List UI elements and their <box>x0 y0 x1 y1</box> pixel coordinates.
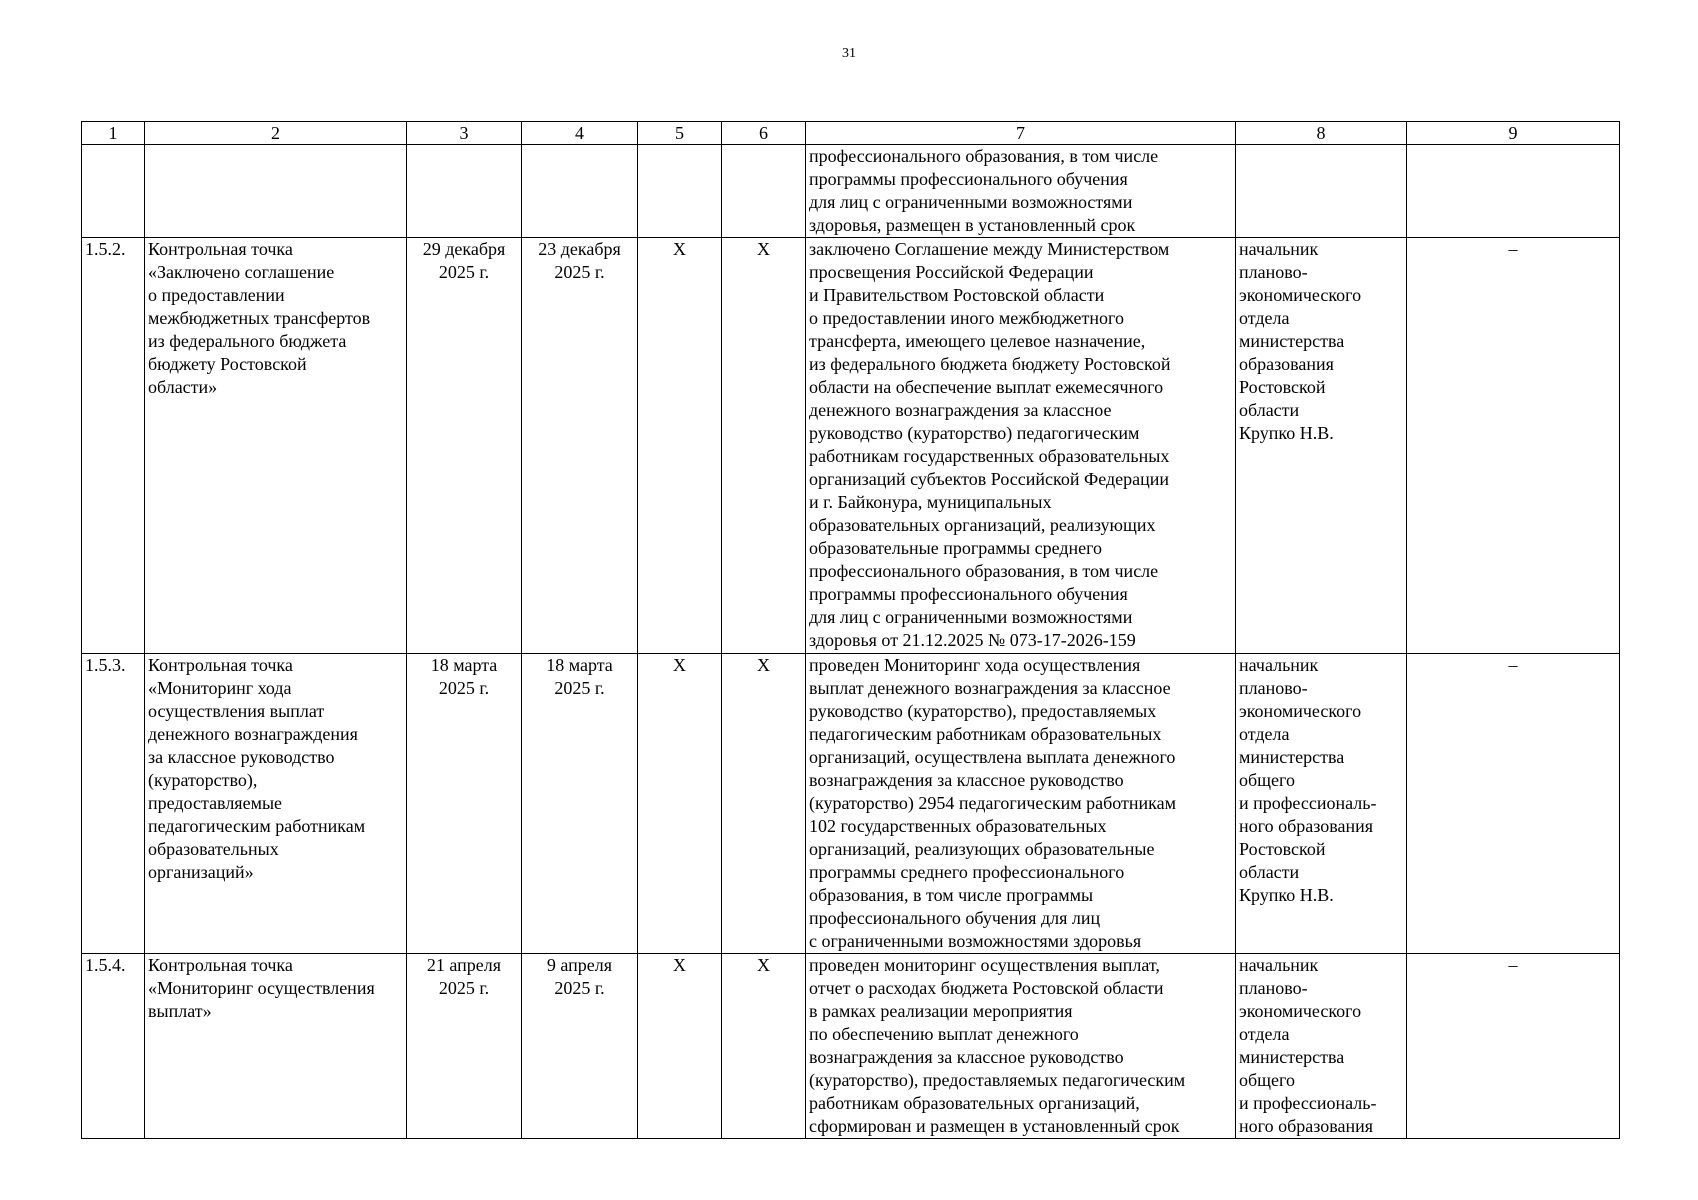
column-5-value: Х <box>638 954 722 1139</box>
table-row-1-5-4 <box>82 954 1620 1139</box>
column-6-value: Х <box>722 954 806 1139</box>
result-description: заключено Соглашение между Министерством просвещения Российской Федерации и Правительством Ростовской области о предоставлении иного межбюджетного трансферта, имеющего целевое назначение, из федерального бюджета бюджету Ростовской области на обеспечение выплат ежемесячного денежного вознаграждения за классное руководство (кураторство) педагогическим работникам государственных образовательных организаций субъектов Российской Федерации и г. Байконура, муниципальных образовательных организаций, реализующих образовательные программы среднего профессионального образования, в том числе программы профессионального обучения для лиц с ограниченными возможностями здоровья от 21.12.2025 № 073-17-2026-159 <box>806 238 1236 654</box>
column-6-value <box>722 145 806 238</box>
column-header-9: 9 <box>1407 122 1620 145</box>
column-6-value: Х <box>722 654 806 954</box>
column-5-value: Х <box>638 654 722 954</box>
column-6-value: Х <box>722 238 806 654</box>
note: – <box>1407 954 1620 1139</box>
responsible-person: начальник планово- экономического отдела министерства образования Ростовской области Крупко Н.В. <box>1236 238 1407 654</box>
control-point-name <box>145 145 407 238</box>
column-header-6: 6 <box>722 122 806 145</box>
note: – <box>1407 238 1620 654</box>
responsible-person <box>1236 145 1407 238</box>
row-number: 1.5.4. <box>82 954 145 1139</box>
control-points-table <box>81 121 1620 1139</box>
table-row-continuation <box>82 145 1620 238</box>
actual-date: 18 марта 2025 г. <box>522 654 638 954</box>
actual-date <box>522 145 638 238</box>
row-number <box>82 145 145 238</box>
column-header-8: 8 <box>1236 122 1407 145</box>
note: – <box>1407 654 1620 954</box>
column-5-value <box>638 145 722 238</box>
result-description: профессионального образования, в том числе программы профессионального обучения для лиц с ограниченными возможностями здоровья, размещен в установленный срок <box>806 145 1236 238</box>
control-point-name: Контрольная точка «Мониторинг хода осуществления выплат денежного вознаграждения за классное руководство (кураторство), предоставляемые педагогическим работникам образовательных организаций» <box>145 654 407 954</box>
control-point-name: Контрольная точка «Заключено соглашение о предоставлении межбюджетных трансфертов из федерального бюджета бюджету Ростовской области» <box>145 238 407 654</box>
planned-date: 21 апреля 2025 г. <box>407 954 522 1139</box>
actual-date: 23 декабря 2025 г. <box>522 238 638 654</box>
responsible-person: начальник планово- экономического отдела министерства общего и профессиональ- ного образования Ростовской области Крупко Н.В. <box>1236 654 1407 954</box>
row-number: 1.5.3. <box>82 654 145 954</box>
actual-date: 9 апреля 2025 г. <box>522 954 638 1139</box>
column-header-4: 4 <box>522 122 638 145</box>
column-header-7: 7 <box>806 122 1236 145</box>
column-5-value: Х <box>638 238 722 654</box>
row-number: 1.5.2. <box>82 238 145 654</box>
note <box>1407 145 1620 238</box>
responsible-person: начальник планово- экономического отдела министерства общего и профессиональ- ного образования <box>1236 954 1407 1139</box>
column-header-1: 1 <box>82 122 145 145</box>
planned-date: 29 декабря 2025 г. <box>407 238 522 654</box>
column-number-header-row <box>82 122 1620 145</box>
planned-date: 18 марта 2025 г. <box>407 654 522 954</box>
result-description: проведен мониторинг осуществления выплат, отчет о расходах бюджета Ростовской области в рамках реализации мероприятия по обеспечению выплат денежного вознаграждения за классное руководство (кураторство), предоставляемых педагогическим работникам образовательных организаций, сформирован и размещен в установленный срок <box>806 954 1236 1139</box>
planned-date <box>407 145 522 238</box>
result-description: проведен Мониторинг хода осуществления выплат денежного вознаграждения за классное руководство (кураторство), предоставляемых педагогическим работникам образовательных организаций, осуществлена выплата денежного вознаграждения за классное руководство (кураторство) 2954 педагогическим работникам 102 государственных образовательных организаций, реализующих образовательные программы среднего профессионального образования, в том числе программы профессионального обучения для лиц с ограниченными возможностями здоровья <box>806 654 1236 954</box>
page-number: 31 <box>842 46 856 61</box>
column-header-2: 2 <box>145 122 407 145</box>
table-row-1-5-2 <box>82 238 1620 654</box>
table-row-1-5-3 <box>82 654 1620 954</box>
column-header-5: 5 <box>638 122 722 145</box>
control-point-name: Контрольная точка «Мониторинг осуществления выплат» <box>145 954 407 1139</box>
column-header-3: 3 <box>407 122 522 145</box>
